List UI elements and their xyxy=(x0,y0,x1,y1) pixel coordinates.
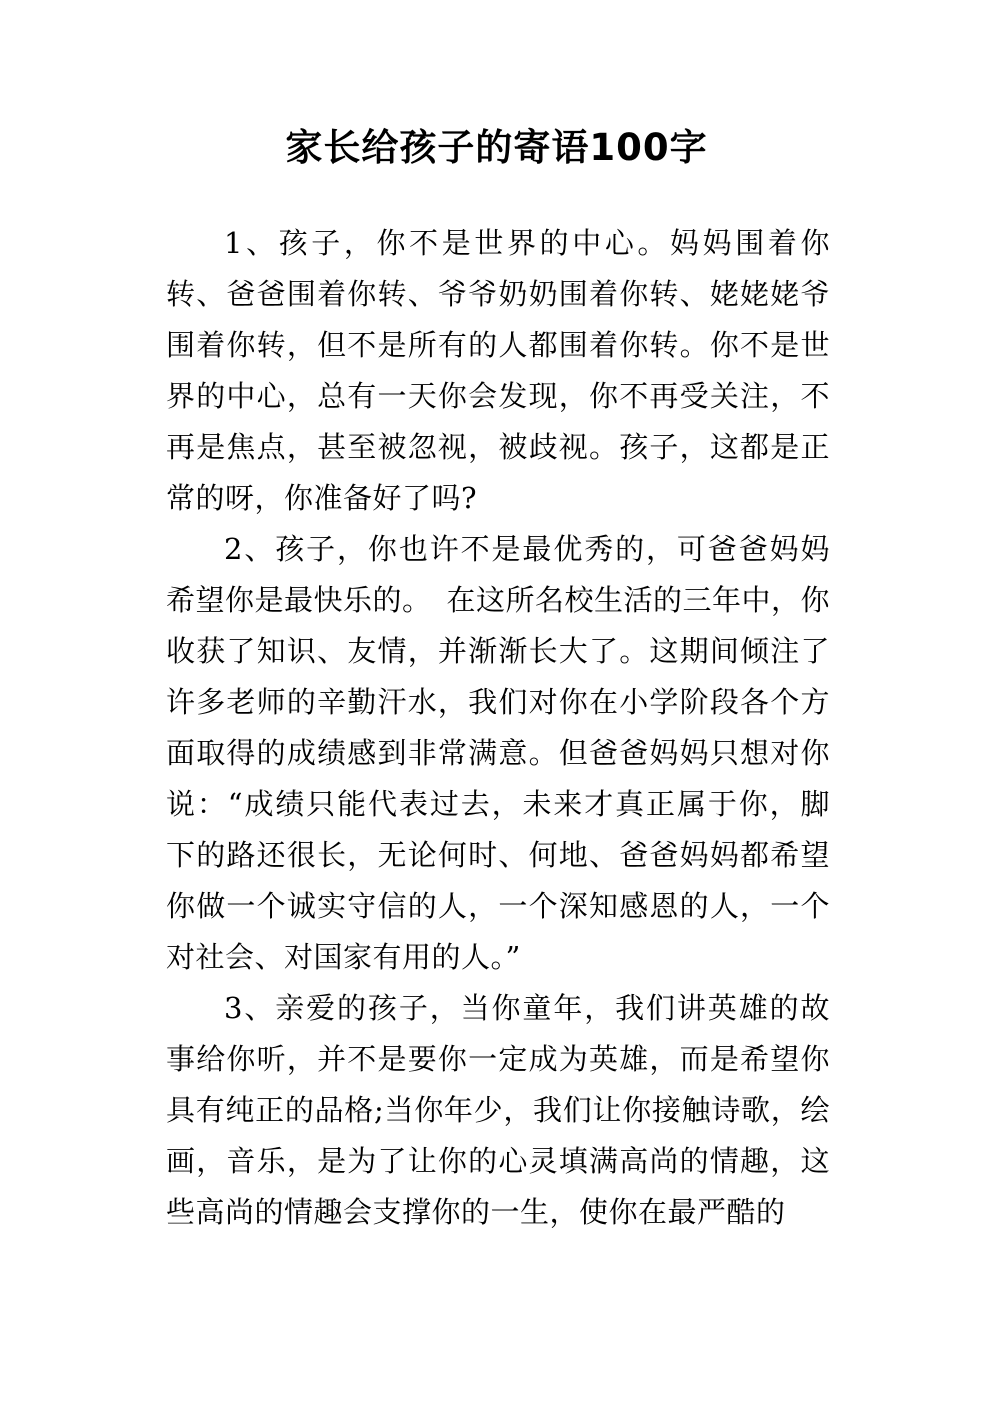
paragraph-2: 2、孩子，你也许不是最优秀的，可爸爸妈妈希望你是最快乐的。 在这所名校生活的三年中，你收获了知识、友情，并渐渐长大了。这期间倾注了许多老师的辛勤汗水，我们对你在小学阶段各个方面取得的成绩感到非常满意。但爸爸妈妈只想对你说：“成绩只能代表过去，未来才真正属于你，脚下的路还很长，无论何时、何地、爸爸妈妈都希望你做一个诚实守信的人，一个深知感恩的人，一个对社会、对国家有用的人。” xyxy=(166,532,831,974)
paragraph-3: 3、亲爱的孩子，当你童年，我们讲英雄的故事给你听，并不是要你一定成为英雄，而是希望你具有纯正的品格;当你年少，我们让你接触诗歌，绘画，音乐，是为了让你的心灵填满高尚的情趣，这些高尚的情趣会支撑你的一生，使你在最严酷的 xyxy=(166,991,830,1229)
document-title: 家长给孩子的寄语100字 xyxy=(285,126,708,169)
document-body xyxy=(166,218,830,1238)
paragraph-1: 1、孩子，你不是世界的中心。妈妈围着你转、爸爸围着你转、爷爷奶奶围着你转、姥姥姥爷围着你转，但不是所有的人都围着你转。你不是世界的中心，总有一天你会发现，你不再受关注，不再是焦点，甚至被忽视，被歧视。孩子，这都是正常的呀，你准备好了吗? xyxy=(166,226,830,515)
